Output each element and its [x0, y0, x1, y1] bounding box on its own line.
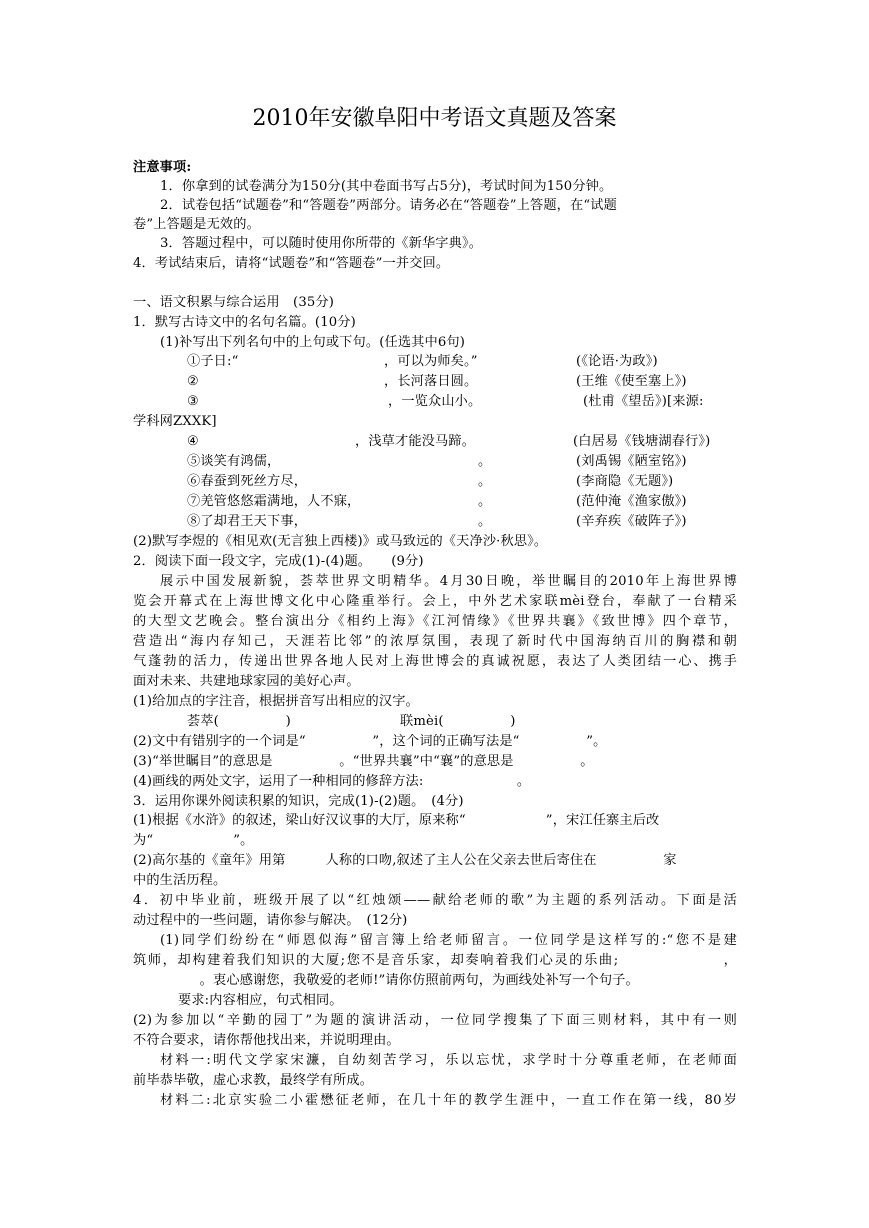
poem-line-end: 。 — [478, 514, 492, 529]
poem-line-end: ，长河落日圆。 — [384, 374, 478, 389]
poem-source: (辛弃疾《破阵子》) — [576, 514, 687, 529]
poem-line-start: ③ — [187, 394, 199, 409]
answer-blank: 荟萃( ) — [187, 714, 291, 729]
section-heading: 一、语文积累与综合运用 (35分) — [133, 295, 335, 310]
question-sub: 不符合要求，请你帮他找出来，并说明理由。 — [133, 1033, 400, 1048]
poem-line-start: ⑥春蚕到死丝方尽， — [187, 474, 308, 489]
poem-line-end: ，可以为师矣。” — [384, 354, 478, 369]
notice-item: 2．试卷包括“试题卷”和“答题卷”两部分。请务必在“答题卷”上答题，在“试题 — [160, 198, 617, 213]
source-note: 学科网ZXXK] — [133, 414, 217, 429]
question-stem: 动过程中的一些问题，请你参与解决。 (12分) — [133, 913, 408, 928]
poem-line-end: 。 — [478, 494, 492, 509]
poem-source: (《论语·为政》) — [576, 354, 658, 369]
question-sub: (4)画线的两处文字，运用了一种相同的修辞方法: 。 — [133, 774, 531, 789]
passage-line: 的大型文艺晚会。整台演出分《相约上海》《江河情缘》《世界共襄》《致世博》四个章节， — [133, 614, 737, 629]
question-sub: (2)高尔基的《童年》用第 人称的口吻,叙述了主人公在父亲去世后寄住在 家 — [133, 853, 677, 868]
passage-line: 气蓬勃的活力，传递出世界各地人民对上海世博会的真诚祝愿，表达了人类团结一心、携手 — [133, 654, 737, 669]
material-text: 材料一:明代文学家宋濂，自幼刻苦学习，乐以忘忧，求学时十分尊重老师，在老师面 — [160, 1053, 737, 1068]
poem-line-end: 。 — [478, 454, 492, 469]
poem-line-start: ⑧了却君王天下事， — [187, 514, 308, 529]
passage-line: 面对未来、共建地球家园的美好心声。 — [133, 674, 360, 689]
passage-line: 展示中国发展新貌，荟萃世界文明精华。4月30日晚，举世瞩目的2010年上海世界博 — [160, 574, 737, 589]
poem-source: (王维《使至塞上》) — [576, 374, 687, 389]
question-sub: (1)同学们纷纷在“师恩似海”留言簿上给老师留言。一位同学是这样写的:“您不是建 — [160, 933, 737, 948]
question-sub: (2)为参加以“辛勤的园丁”为题的演讲活动，一位同学搜集了下面三则材料，其中有一则 — [133, 1013, 737, 1028]
document-title: 2010年安徽阜阳中考语文真题及答案 — [252, 106, 617, 131]
question-sub: 筑师，却构建着我们知识的大厦;您不是音乐家，却奏响着我们心灵的乐曲; ， — [133, 953, 737, 968]
passage-line: 览会开幕式在上海世博文化中心隆重举行。会上，中外艺术家联mèi登台，奉献了一台精采 — [133, 594, 737, 609]
notice-item: 4．考试结束后，请将“试题卷”和“答题卷”一并交回。 — [133, 256, 450, 271]
poem-source: (范仲淹《渔家傲》) — [576, 494, 687, 509]
poem-line-start: ② — [187, 374, 199, 389]
question-sub: (3)“举世瞩目”的意思是 。“世界共襄”中“襄”的意思是 。 — [133, 754, 594, 769]
poem-line-start: ④ — [187, 434, 199, 449]
answer-blank: 联mèi( ) — [400, 714, 516, 729]
poem-line-start: ⑦羌管悠悠霜满地，人不寐， — [187, 494, 361, 509]
question-sub: 为“ ”。 — [133, 833, 254, 848]
poem-line-end: ，浅草才能没马蹄。 — [355, 434, 476, 449]
question-sub: (1)给加点的字注音，根据拼音写出相应的汉字。 — [133, 694, 419, 709]
question-sub: (1)根据《水浒》的叙述，梁山好汉议事的大厅，原来称“ ”，宋江任寨主后改 — [133, 813, 660, 828]
question-stem: 2．阅读下面一段文字，完成(1)-(4)题。 (9分) — [133, 554, 424, 569]
poem-source: (李商隐《无题》) — [576, 474, 674, 489]
question-requirement: 要求:内容相应，句式相同。 — [178, 993, 343, 1008]
question-sub: (2)默写李煜的《相见欢(无言独上西楼)》或马致远的《天净沙·秋思》。 — [133, 534, 548, 549]
question-sub: (1)补写出下列名句中的上句或下句。(任选其中6句) — [160, 335, 466, 350]
notice-item: 卷”上答题是无效的。 — [133, 217, 260, 232]
poem-line-end: ，一览众山小。 — [388, 394, 482, 409]
notice-heading: 注意事项: — [133, 160, 192, 175]
material-text: 前毕恭毕敬，虚心求教，最终学有所成。 — [133, 1073, 374, 1088]
poem-source: (杜甫《望岳》)[来源: — [583, 394, 704, 409]
notice-item: 1．你拿到的试卷满分为150分(其中卷面书写占5分)，考试时间为150分钟。 — [160, 179, 613, 194]
question-stem: 3．运用你课外阅读积累的知识，完成(1)-(2)题。 (4分) — [133, 794, 464, 809]
material-text: 材料二:北京实验二小霍懋征老师，在几十年的教学生涯中，一直工作在第一线，80岁 — [160, 1093, 737, 1108]
question-sub: (2)文中有错别字的一个词是“ ”，这个词的正确写法是“ ”。 — [133, 734, 607, 749]
question-stem: 4．初中毕业前，班级开展了以“红烛颂——献给老师的歌”为主题的系列活动。下面是活 — [133, 893, 737, 908]
poem-source: (刘禹锡《陋室铭》) — [576, 454, 687, 469]
poem-source: (白居易《钱塘湖春行》) — [573, 434, 711, 449]
question-sub: 。衷心感谢您，我敬爱的老师!”请你仿照前两句，为画线处补写一个句子。 — [133, 973, 639, 988]
poem-line-start: ⑤谈笑有鸿儒， — [187, 454, 281, 469]
question-sub: 中的生活历程。 — [133, 873, 227, 888]
poem-line-end: 。 — [478, 474, 492, 489]
passage-line: 营造出“海内存知己，天涯若比邻”的浓厚氛围，表现了新时代中国海纳百川的胸襟和朝 — [133, 634, 737, 649]
question-stem: 1．默写古诗文中的名句名篇。(10分) — [133, 315, 356, 330]
poem-line-start: ①子日:“ — [187, 354, 239, 369]
notice-item: 3．答题过程中，可以随时使用你所带的《新华字典》。 — [160, 236, 483, 251]
